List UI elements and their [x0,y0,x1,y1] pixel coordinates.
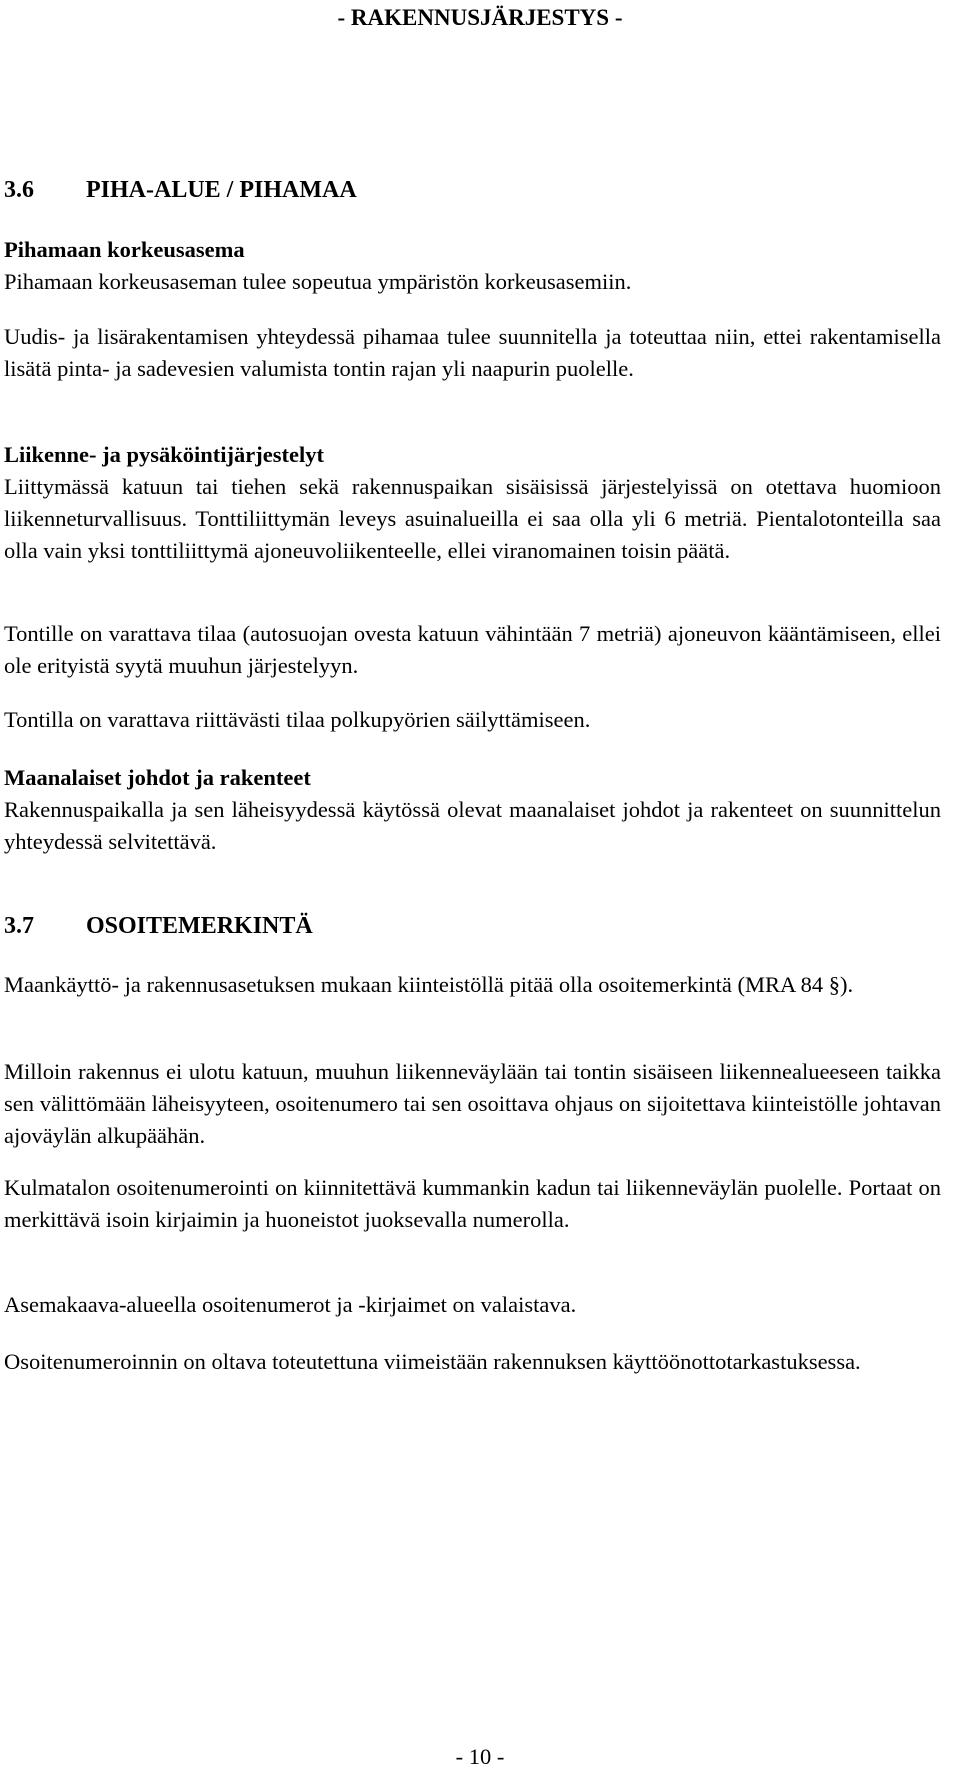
section-title: OSOITEMERKINTÄ [86,913,313,939]
paragraph-polkupyorat [4,704,941,736]
paragraph-text: Uudis- ja lisärakentamisen yhteydessä pihamaa tulee suunnitella ja toteuttaa niin, ettei rakentamisella lisätä pinta- ja sadevesien valumista tontin rajan yli naapurin puolelle. [4,324,941,381]
paragraph-pihamaan-korkeusasema [4,234,941,298]
page-number: - 10 - [455,1744,505,1769]
paragraph-mra [4,969,941,1001]
paragraph-kayttoonotto [4,1346,941,1378]
paragraph-maanalaiset [4,762,941,858]
subheading: Liikenne- ja pysäköintijärjestelyt [4,442,324,467]
paragraph-text: Liittymässä katuun tai tiehen sekä rakennuspaikan sisäisissä järjestelyissä on otettava huomioon liikenneturvallisuus. Tonttiliittymän leveys asuinalueilla ei saa olla yli 6 metriä. Pientalotonteilla saa olla vain yksi tonttiliittymä ajoneuvoliikenteelle, ellei viranomainen toisin päätä. [4,474,941,563]
paragraph-valaistus [4,1289,941,1321]
subheading: Pihamaan korkeusasema [4,237,245,262]
section-heading-3-7 [4,910,313,942]
paragraph-text: Rakennuspaikalla ja sen läheisyydessä käytössä olevat maanalaiset johdot ja rakenteet on suunnittelun yhteydessä selvitettävä. [4,797,941,854]
section-number: 3.7 [4,913,34,939]
paragraph-text: Kulmatalon osoitenumerointi on kiinnitettävä kummankin kadun tai liikenneväylän puolelle. Portaat on merkittävä isoin kirjaimin ja huoneistot juoksevalla numerolla. [4,1175,941,1232]
paragraph-text: Tontilla on varattava riittävästi tilaa polkupyörien säilyttämiseen. [4,707,591,732]
paragraph-text: Pihamaan korkeusaseman tulee sopeutua ympäristön korkeusasemiin. [4,269,632,294]
paragraph-ohjaus [4,1056,941,1152]
subheading: Maanalaiset johdot ja rakenteet [4,765,311,790]
paragraph-text: Maankäyttö- ja rakennusasetuksen mukaan kiinteistöllä pitää olla osoitemerkintä (MRA 84 §). [4,972,854,997]
paragraph-text: Asemakaava-alueella osoitenumerot ja -kirjaimet on valaistava. [4,1292,577,1317]
paragraph-kaantotila [4,618,941,682]
paragraph-liikenne [4,439,941,567]
section-number: 3.6 [4,177,34,203]
paragraph-uudisrakentaminen [4,321,941,385]
document-header: - RAKENNUSJÄRJESTYS - [337,5,623,30]
paragraph-kulmatalo [4,1172,941,1236]
section-heading-3-6 [4,174,357,206]
paragraph-text: Tontille on varattava tilaa (autosuojan ovesta katuun vähintään 7 metriä) ajoneuvon kääntämiseen, ellei ole erityistä syytä muuhun järjestelyyn. [4,621,941,678]
section-title: PIHA-ALUE / PIHAMAA [86,177,357,203]
paragraph-text: Osoitenumeroinnin on oltava toteutettuna viimeistään rakennuksen käyttöönottotarkastuksessa. [4,1349,861,1374]
paragraph-text: Milloin rakennus ei ulotu katuun, muuhun liikenneväylään tai tontin sisäiseen liikennealueeseen taikka sen välittömään läheisyyteen, osoitenumero tai sen osoittava ohjaus on sijoitettava kiinteistölle johtavan ajoväylän alkupäähän. [4,1059,941,1148]
